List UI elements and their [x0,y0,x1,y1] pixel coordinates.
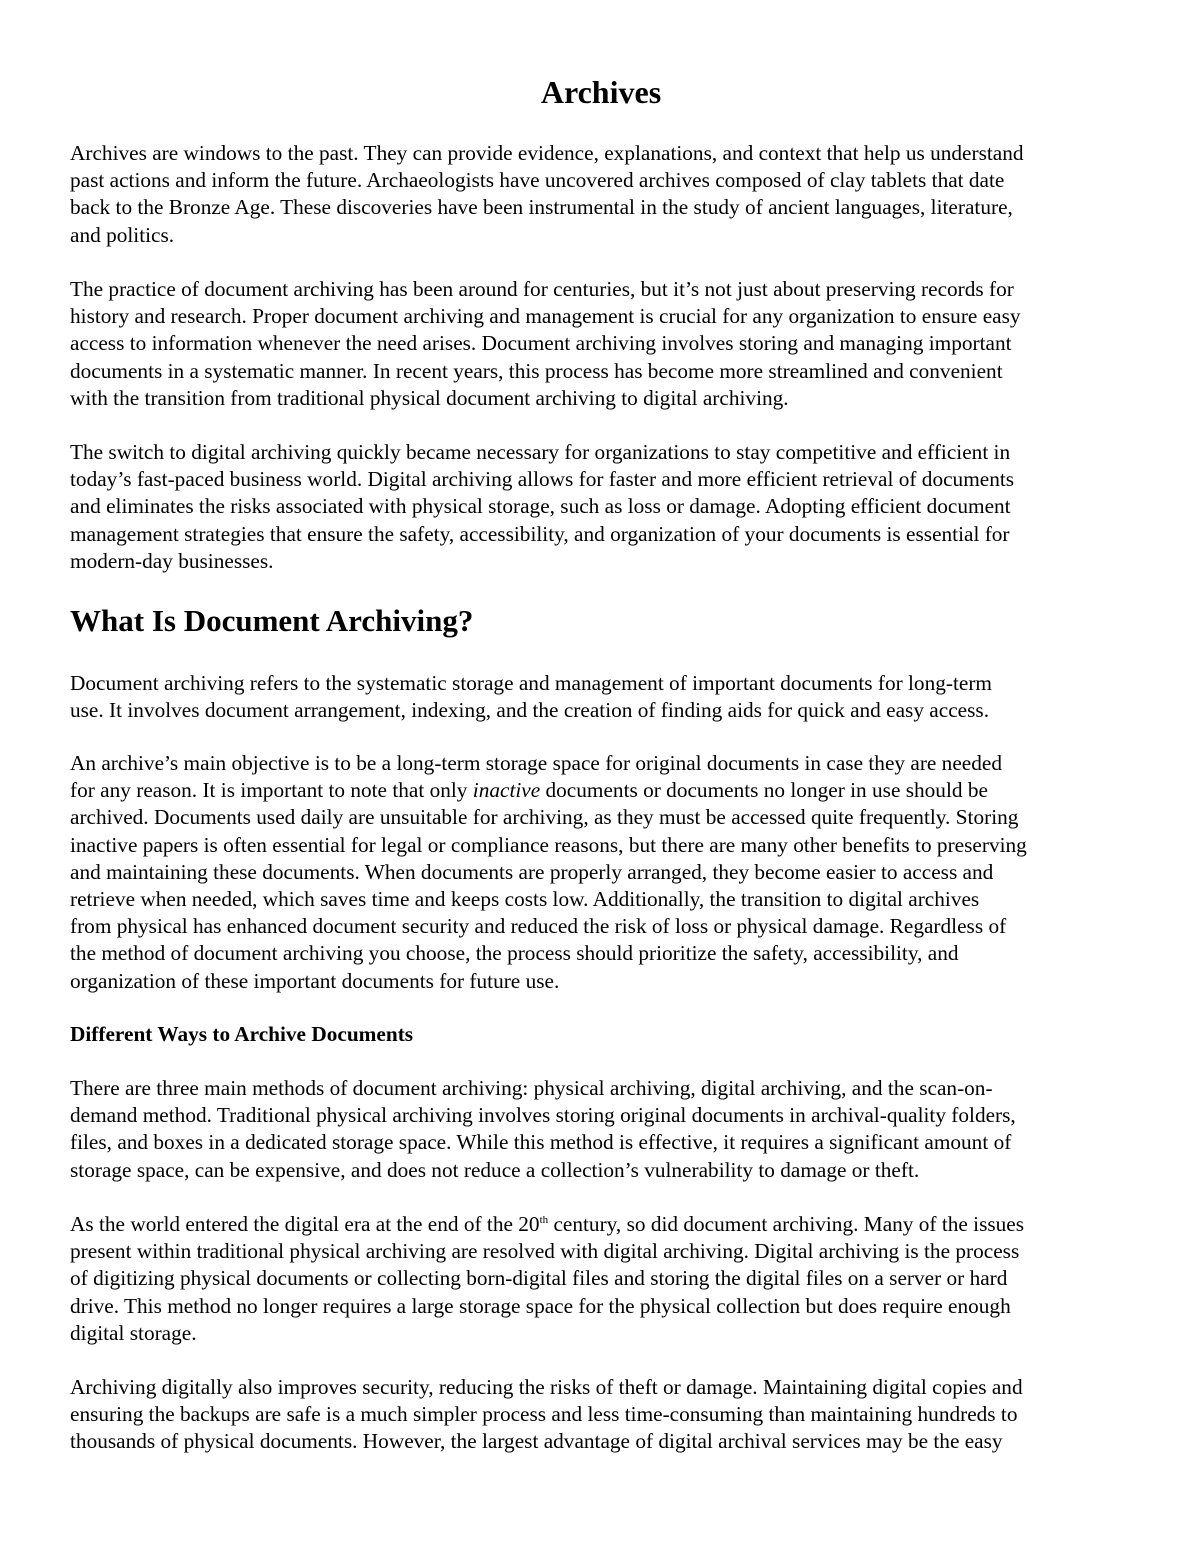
text-line: back to the Bronze Age. These discoveries have been instrumental in the study of ancient languages, literature, [70,195,1013,220]
text-line: storage space, can be expensive, and does not reduce a collection’s vulnerability to damage or theft. [70,1157,920,1182]
text-line: organization of these important documents for future use. [70,968,560,993]
text-line [70,1211,1132,1238]
text-line: and politics. [70,222,175,247]
text-line: Archives are windows to the past. They can provide evidence, explanations, and context that help us understand [70,141,1024,165]
text-segment: As the world entered the digital era at the end of the 20 [70,1212,540,1236]
text-line: files, and boxes in a dedicated storage space. While this method is effective, it requires a significant amount of [70,1130,1012,1155]
intro-paragraph-2 [70,276,1132,412]
text-line: and maintaining these documents. When documents are properly arranged, they become easier to access and [70,859,994,884]
text-line: present within traditional physical archiving are resolved with digital archiving. Digital archiving is the process [70,1239,1020,1264]
text-segment: for any reason. It is important to note that only [70,778,473,803]
intro-paragraph-3 [70,439,1132,575]
text-line: the method of document archiving you choose, the process should prioritize the safety, accessibility, and [70,941,959,966]
text-line: archived. Documents used daily are unsuitable for archiving, as they must be accessed quite frequently. Storing [70,805,1019,830]
text-line: Archiving digitally also improves security, reducing the risks of theft or damage. Maintaining digital copies and [70,1375,1023,1399]
text-line [70,777,1132,804]
methods-paragraph [70,1075,1132,1184]
text-segment: documents or documents no longer in use should be [540,778,988,803]
intro-paragraph-1 [70,140,1132,249]
document-title: Archives [540,74,662,110]
superscript-text: th [539,1213,549,1226]
text-line: drive. This method no longer requires a large storage space for the physical collection but does require enough [70,1293,1011,1318]
text-line: history and research. Proper document archiving and management is crucial for any organization to ensure easy [70,304,1021,329]
text-line: inactive papers is often essential for legal or compliance reasons, but there are many other benefits to preserving [70,832,1027,857]
digital-era-paragraph [70,1211,1132,1347]
text-line: of digitizing physical documents or collecting born-digital files and storing the digital files on a server or hard [70,1266,1008,1291]
text-line: today’s fast-paced business world. Digital archiving allows for faster and more efficient retrieval of documents [70,467,1015,492]
text-line: An archive’s main objective is to be a long-term storage space for original documents in case they are needed [70,751,1002,775]
objective-paragraph [70,750,1132,995]
text-line: modern-day businesses. [70,548,274,573]
text-line: documents in a systematic manner. In recent years, this process has become more streamlined and convenient [70,358,1003,383]
text-line: with the transition from traditional physical document archiving to digital archiving. [70,385,789,410]
text-line: and eliminates the risks associated with physical storage, such as loss or damage. Adopting efficient document [70,494,1011,519]
text-line: past actions and inform the future. Archaeologists have uncovered archives composed of clay tablets that date [70,168,1005,193]
text-segment: century, so did document archiving. Many of the issues [548,1212,1025,1236]
final-paragraph [70,1374,1132,1456]
subheading: Different Ways to Archive Documents [70,1022,414,1046]
text-line: use. It involves document arrangement, indexing, and the creation of finding aids for quick and easy access. [70,698,990,723]
text-line: access to information whenever the need arises. Document archiving involves storing and managing important [70,331,1012,356]
text-line: thousands of physical documents. However, the largest advantage of digital archival services may be the easy [70,1429,1003,1454]
emphasis-text: inactive [472,778,541,803]
text-line: The switch to digital archiving quickly became necessary for organizations to stay competitive and efficient in [70,440,1011,464]
text-line: ensuring the backups are safe is a much simpler process and less time-consuming than maintaining hundreds to [70,1402,1018,1427]
text-line: digital storage. [70,1320,197,1345]
text-line: retrieve when needed, which saves time and keeps costs low. Additionally, the transition to digital archives [70,887,980,912]
section-heading: What Is Document Archiving? [70,603,474,638]
text-line: The practice of document archiving has been around for centuries, but it’s not just about preserving records for [70,277,1014,301]
text-line: There are three main methods of document archiving: physical archiving, digital archiving, and the scan-on- [70,1076,993,1100]
text-line: demand method. Traditional physical archiving involves storing original documents in archival-quality folders, [70,1103,1016,1128]
text-line: from physical has enhanced document security and reduced the risk of loss or physical damage. Regardless of [70,914,1007,939]
text-line: Document archiving refers to the systematic storage and management of important documents for long-term [70,671,992,695]
definition-paragraph [70,670,1132,724]
text-line: management strategies that ensure the safety, accessibility, and organization of your documents is essential for [70,521,1010,546]
